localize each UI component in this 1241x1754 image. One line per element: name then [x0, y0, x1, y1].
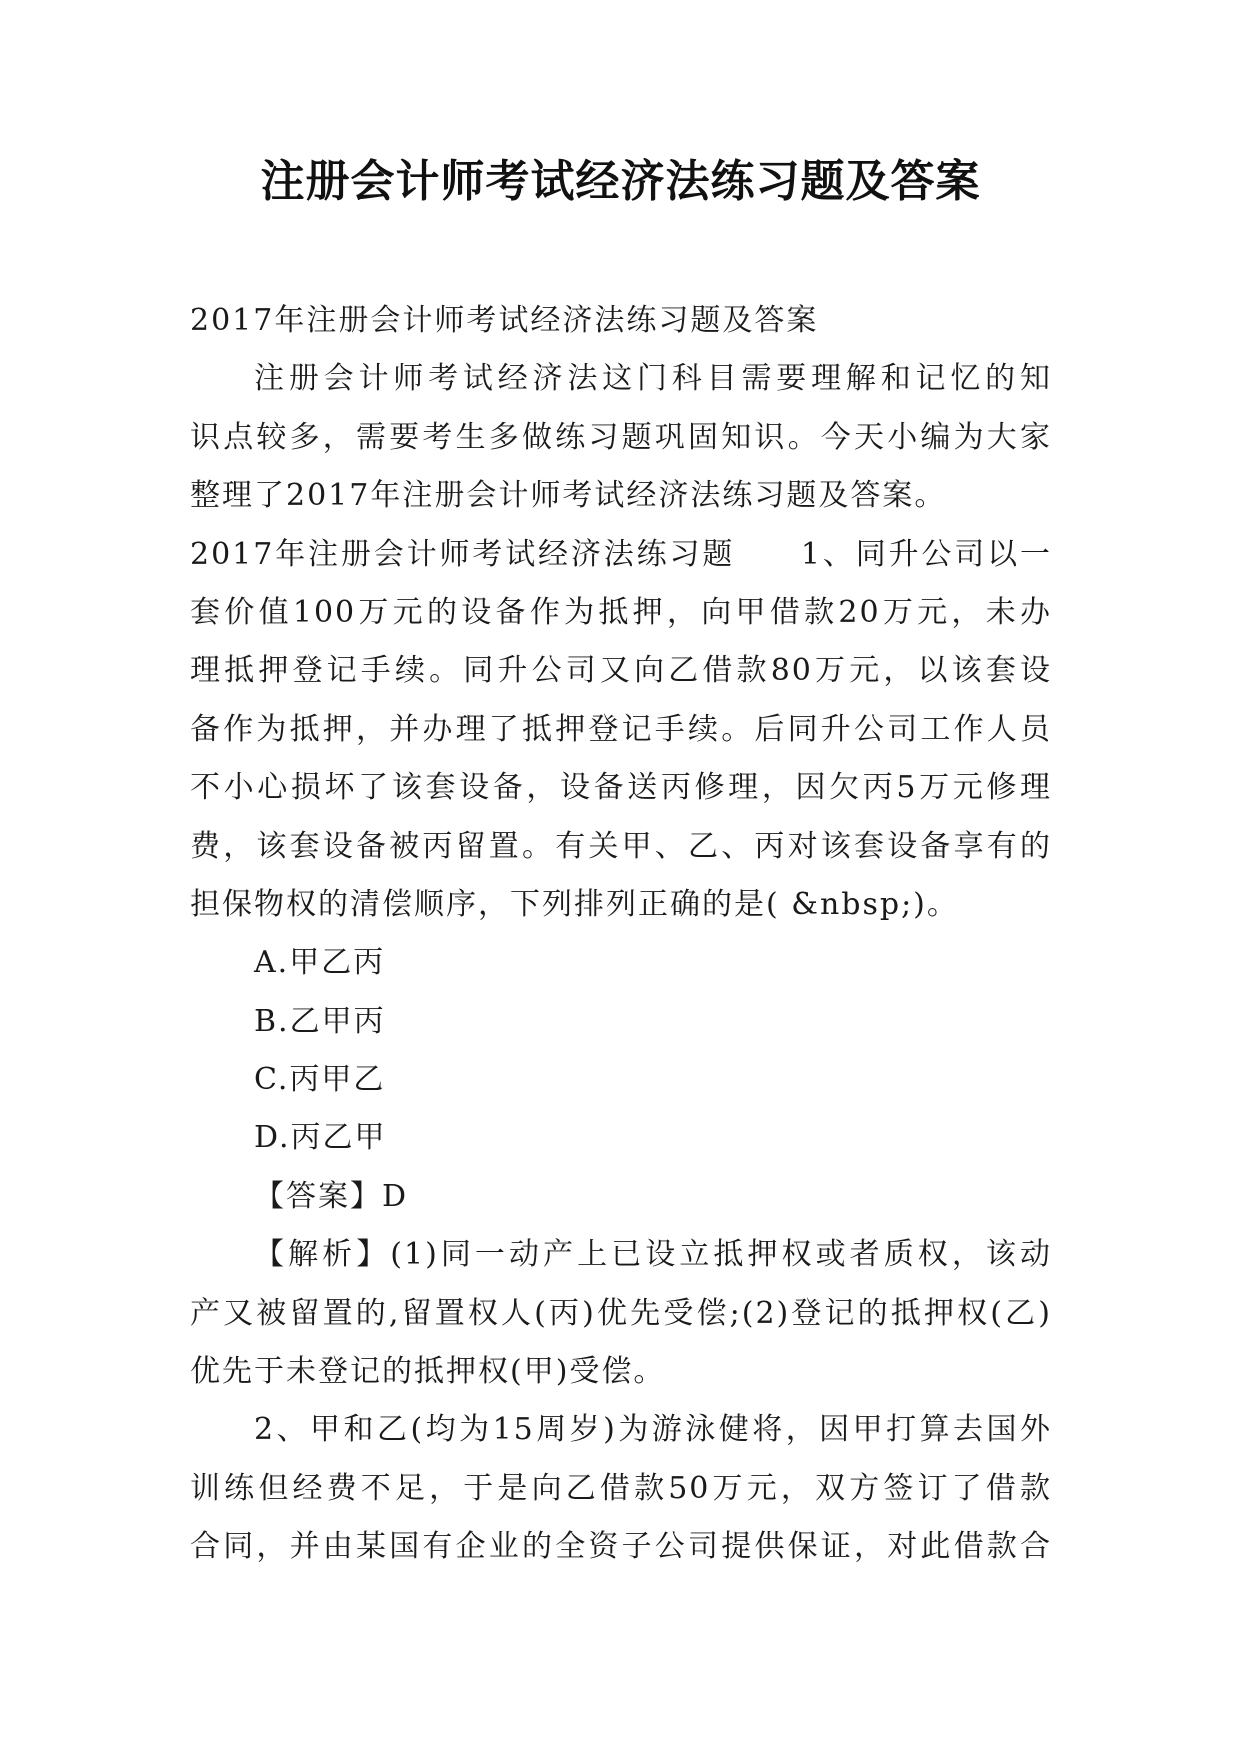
- text-line: 识点较多，需要考生多做练习题巩固知识。今天小编为大家: [190, 419, 1052, 455]
- text-line: 合同，并由某国有企业的全资子公司提供保证，对此借款合: [190, 1529, 1052, 1565]
- text-line: 理抵押登记手续。同升公司又向乙借款80万元，以该套设: [190, 653, 1052, 689]
- text-line: 2、甲和乙(均为15周岁)为游泳健将，因甲打算去国外: [254, 1412, 1052, 1448]
- text-line: 注册会计师考试经济法这门科目需要理解和记忆的知: [254, 361, 1052, 397]
- text-line: 担保物权的清偿顺序，下列排列正确的是( &nbsp;)。: [190, 886, 959, 922]
- text-line: C.丙甲乙: [254, 1062, 386, 1098]
- text-line: 产又被留置的,留置权人(丙)优先受偿;(2)登记的抵押权(乙): [190, 1295, 1052, 1331]
- text-line: 套价值100万元的设备作为抵押，向甲借款20万元，未办: [190, 594, 1052, 630]
- text-line: 训练但经费不足，于是向乙借款50万元，双方签订了借款: [190, 1470, 1052, 1506]
- text-line: D.丙乙甲: [254, 1120, 387, 1156]
- text-line: 2017年注册会计师考试经济法练习题 1、同升公司以一: [190, 536, 1052, 572]
- document-body: [190, 292, 1052, 1577]
- text-line: 【答案】D: [254, 1178, 409, 1214]
- text-line: 2017年注册会计师考试经济法练习题及答案: [190, 303, 819, 338]
- text-line: A.甲乙丙: [254, 945, 386, 981]
- text-line: 不小心损坏了该套设备，设备送丙修理，因欠丙5万元修理: [190, 770, 1052, 806]
- text-line: 备作为抵押，并办理了抵押登记手续。后同升公司工作人员: [190, 711, 1052, 747]
- document-title: 注册会计师考试经济法练习题及答案: [260, 156, 981, 207]
- text-line: 优先于未登记的抵押权(甲)受偿。: [190, 1354, 666, 1390]
- text-line: 整理了2017年注册会计师考试经济法练习题及答案。: [190, 478, 947, 514]
- text-line: 费，该套设备被丙留置。有关甲、乙、丙对该套设备享有的: [190, 828, 1052, 864]
- text-line: 【解析】(1)同一动产上已设立抵押权或者质权，该动: [254, 1237, 1052, 1273]
- text-line: B.乙甲丙: [254, 1003, 386, 1039]
